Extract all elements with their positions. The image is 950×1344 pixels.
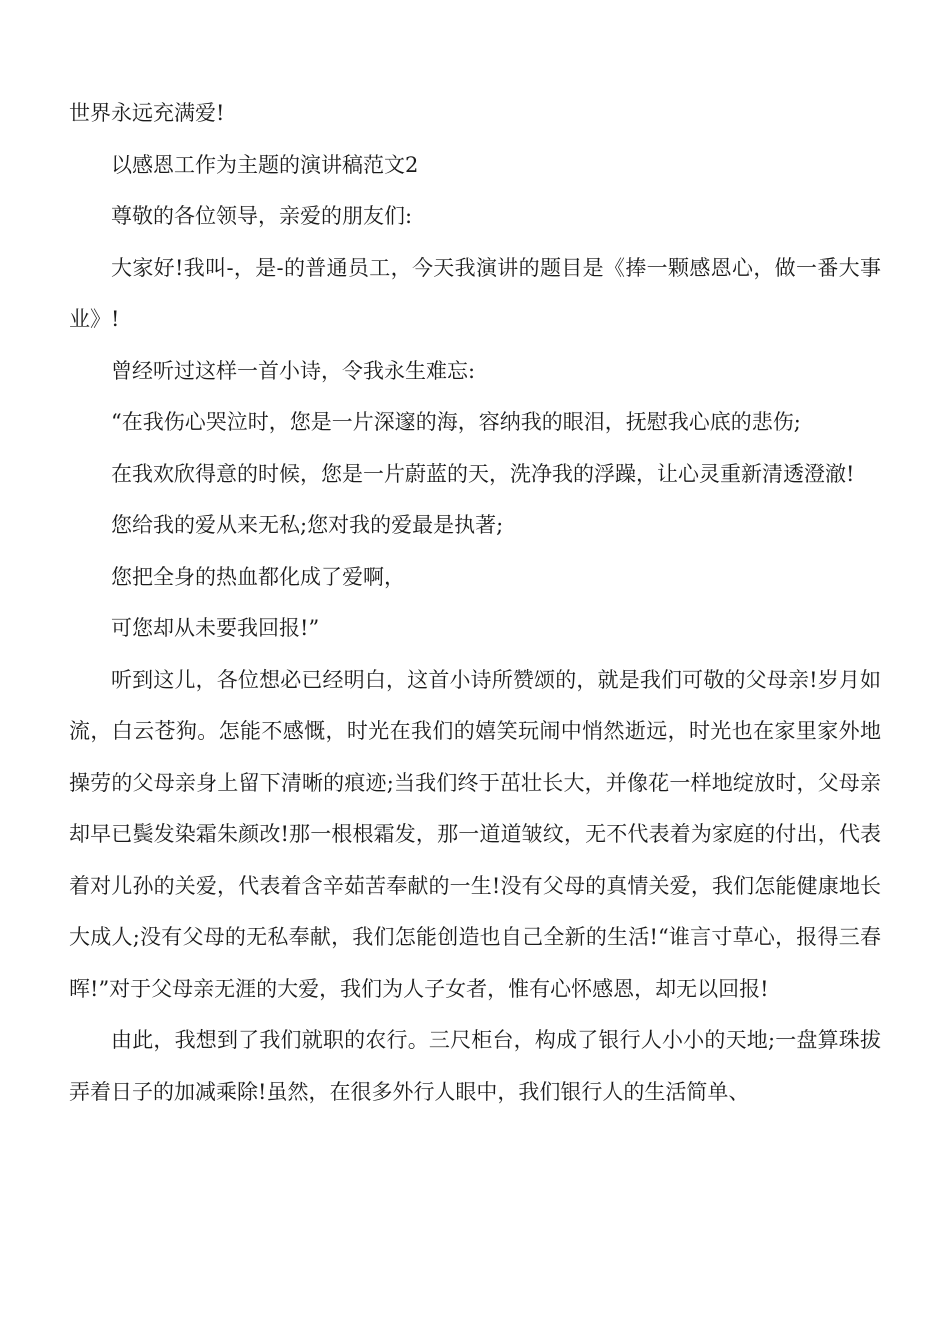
paragraph-11: 听到这儿，各位想必已经明白，这首小诗所赞颂的，就是我们可敬的父母亲!岁月如流，白云苍狗。怎能不感慨，时光在我们的嬉笑玩闹中悄然逝远，时光也在家里家外地操劳的父母亲身上留下清晰的痕迹;当我们终于茁壮长大，并像花一样地绽放时，父母亲却早已鬓发染霜朱颜改!那一根根霜发，那一道道皱纹，无不代表着为家庭的付出，代表着对儿孙的关爱，代表着含辛茹苦奉献的一生!没有父母的真情关爱，我们怎能健康地长大成人;没有父母的无私奉献，我们怎能创造也自己全新的生活!“谁言寸草心，报得三春晖!”对于父母亲无涯的大爱，我们为人子女者，惟有心怀感恩，却无以回报! [69,667,881,1001]
document-body [69,88,881,1118]
paragraph-7: 在我欢欣得意的时候，您是一片蔚蓝的天，洗净我的浮躁，让心灵重新清透澄澈! [111,461,855,486]
paragraph-9: 您把全身的热血都化成了爱啊， [111,564,405,589]
paragraph-12: 由此，我想到了我们就职的农行。三尺柜台，构成了银行人小小的天地;一盘算珠拔弄着日子的加减乘除!虽然，在很多外行人眼中，我们银行人的生活简单、 [69,1028,881,1104]
paragraph-1: 世界永远充满爱! [69,101,225,125]
paragraph-3: 尊敬的各位领导，亲爱的朋友们: [111,204,413,228]
paragraph-4: 大家好!我叫-，是-的普通员工，今天我演讲的题目是《捧一颗感恩心，做一番大事业》! [69,255,881,331]
paragraph-10: 可您却从未要我回报!” [111,616,320,640]
paragraph-8: 您给我的爱从来无私;您对我的爱最是执著; [111,513,504,537]
paragraph-5: 曾经听过这样一首小诗，令我永生难忘: [111,358,476,383]
paragraph-2: 以感恩工作为主题的演讲稿范文2 [111,152,419,177]
paragraph-6: “在我伤心哭泣时，您是一片深邃的海，容纳我的眼泪，抚慰我心底的悲伤; [111,410,801,434]
